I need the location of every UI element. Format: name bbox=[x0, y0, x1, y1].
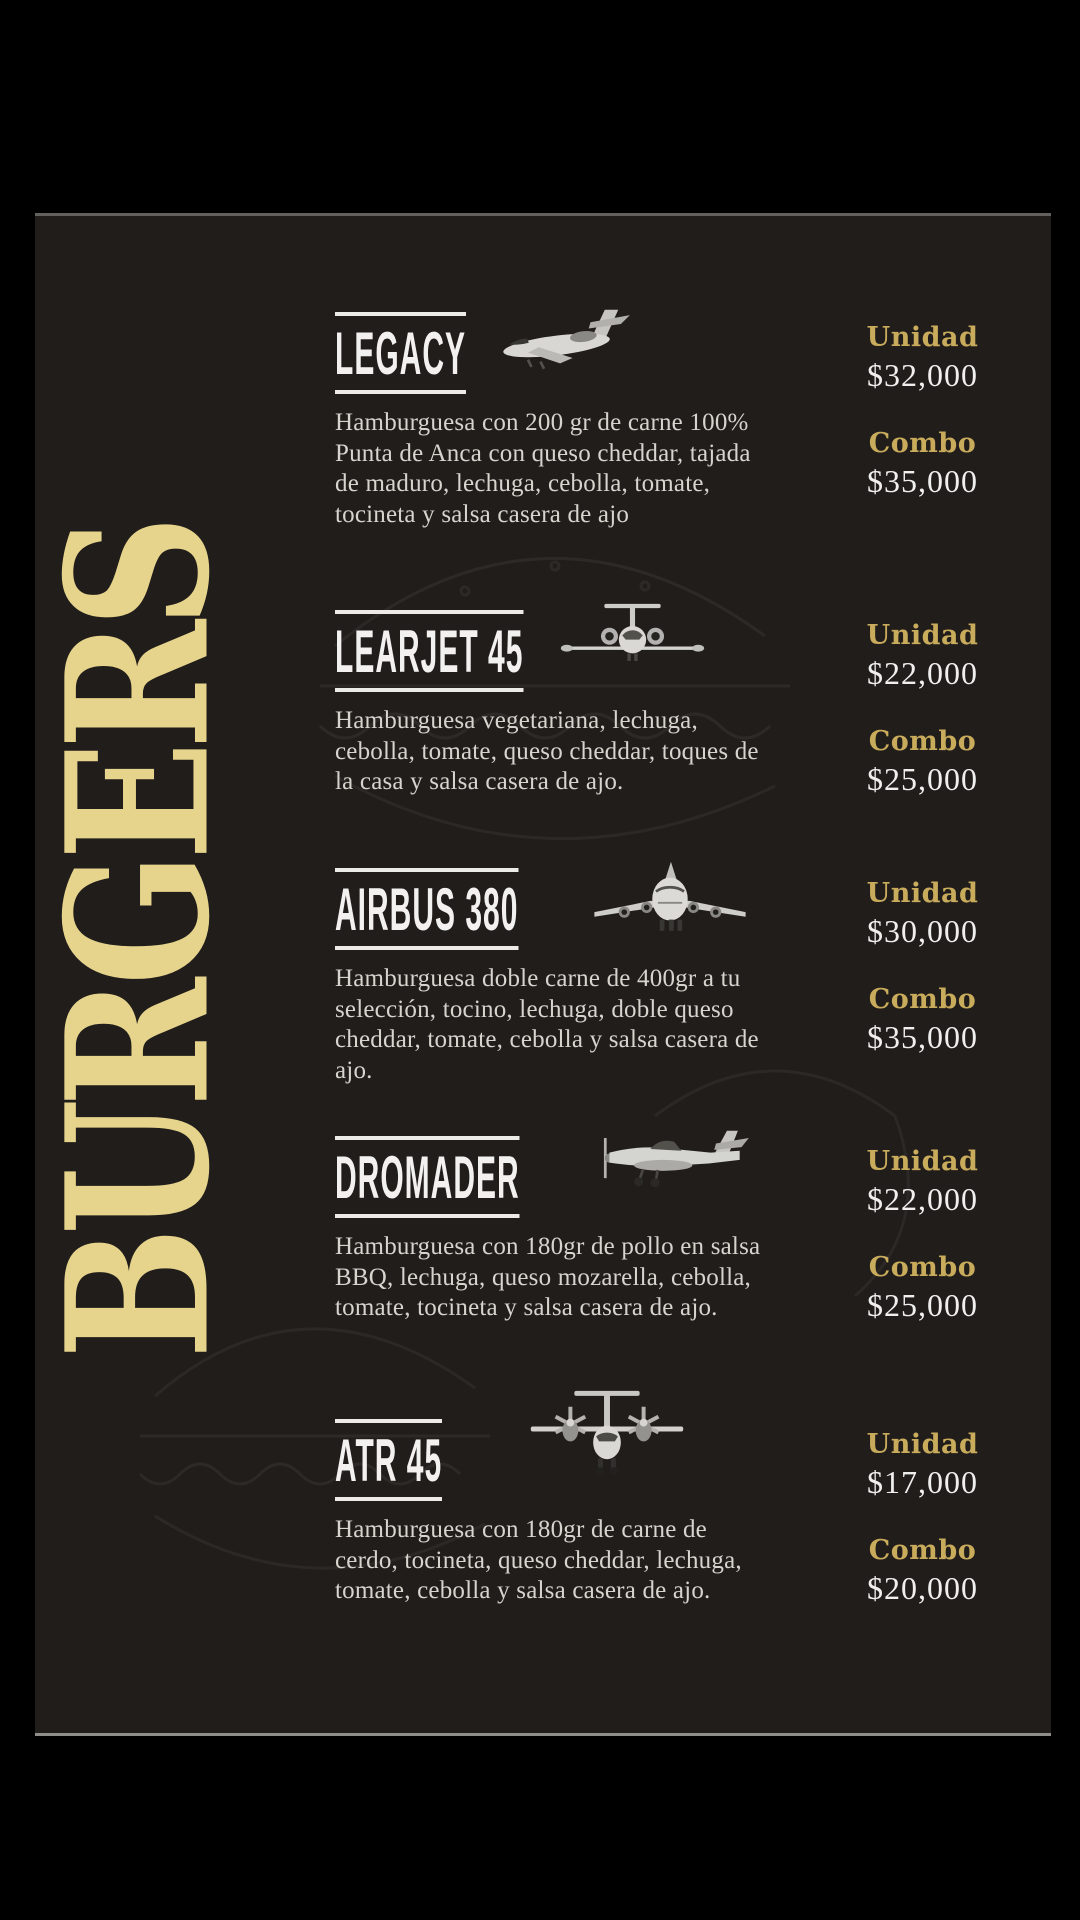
price-column bbox=[840, 878, 1005, 1056]
item-title: LEARJET 45 bbox=[335, 618, 524, 685]
item-description: Hamburguesa con 180gr de carne de cerdo, tocineta, queso cheddar, lechuga, tomate, cebolla y salsa casera de ajo. bbox=[335, 1516, 742, 1604]
item-title-block bbox=[335, 1419, 442, 1501]
combo-price-label: Combo bbox=[868, 1252, 977, 1283]
combo-price-value: $25,000 bbox=[867, 1287, 978, 1323]
menu-item-legacy bbox=[335, 312, 1025, 530]
unit-price-label: Unidad bbox=[866, 620, 979, 651]
title-underline bbox=[335, 688, 523, 692]
combo-price-group bbox=[840, 428, 1005, 500]
item-title-block bbox=[335, 610, 523, 692]
combo-price-label: Combo bbox=[868, 726, 977, 757]
title-overline bbox=[335, 610, 523, 614]
title-overline bbox=[335, 1136, 520, 1140]
item-title: AIRBUS 380 bbox=[335, 876, 519, 943]
item-title: ATR 45 bbox=[335, 1427, 443, 1494]
menu-item-airbus-380 bbox=[335, 868, 1025, 1086]
price-column bbox=[840, 1146, 1005, 1324]
price-column bbox=[840, 620, 1005, 798]
combo-price-value: $35,000 bbox=[867, 1019, 978, 1055]
menu-item-learjet-45 bbox=[335, 610, 1025, 798]
unit-price-value: $22,000 bbox=[867, 655, 978, 691]
turboprop-front-view-image bbox=[521, 1385, 693, 1479]
menu-item-atr-45 bbox=[335, 1419, 1025, 1607]
unit-price-label: Unidad bbox=[866, 1146, 979, 1177]
jet-front-view-image bbox=[560, 588, 705, 676]
item-title-block bbox=[335, 868, 518, 950]
menu-card bbox=[24, 213, 1051, 1736]
airliner-front-view-image bbox=[581, 858, 759, 942]
item-description: Hamburguesa con 180gr de pollo en salsa BBQ, lechuga, queso mozarella, cebolla, tomate, tocineta y salsa casera de ajo. bbox=[335, 1233, 761, 1321]
item-description: Hamburguesa con 200 gr de carne 100% Punta de Anca con queso cheddar, tajada de maduro, lechuga, cebolla, tomate, tocineta y salsa casera de ajo bbox=[335, 409, 751, 528]
combo-price-label: Combo bbox=[868, 984, 977, 1015]
title-underline bbox=[335, 1214, 520, 1218]
item-description: Hamburguesa doble carne de 400gr a tu selección, tocino, lechuga, doble queso cheddar, tomate, cebolla y salsa casera de ajo. bbox=[335, 965, 759, 1084]
unit-price-value: $32,000 bbox=[867, 357, 978, 393]
combo-price-group bbox=[840, 726, 1005, 798]
business-jet-side-view-image bbox=[485, 298, 637, 384]
section-title-burgers: BURGERS bbox=[24, 523, 253, 1359]
combo-price-value: $35,000 bbox=[867, 463, 978, 499]
title-underline bbox=[335, 946, 518, 950]
combo-price-label: Combo bbox=[868, 428, 977, 459]
combo-price-value: $25,000 bbox=[867, 761, 978, 797]
unit-price-label: Unidad bbox=[866, 322, 979, 353]
propeller-plane-side-view-image bbox=[585, 1118, 765, 1200]
unit-price-label: Unidad bbox=[866, 878, 979, 909]
item-title-block bbox=[335, 312, 466, 394]
item-title-block bbox=[335, 1136, 520, 1218]
title-overline bbox=[335, 1419, 442, 1423]
price-column bbox=[840, 322, 1005, 500]
item-description: Hamburguesa vegetariana, lechuga, cebolla, tomate, queso cheddar, toques de la casa y salsa casera de ajo. bbox=[335, 707, 759, 795]
combo-price-label: Combo bbox=[868, 1535, 977, 1566]
combo-price-group bbox=[840, 1535, 1005, 1607]
unit-price-group bbox=[840, 1146, 1005, 1218]
title-underline bbox=[335, 390, 466, 394]
combo-price-group bbox=[840, 984, 1005, 1056]
unit-price-group bbox=[840, 620, 1005, 692]
unit-price-group bbox=[840, 878, 1005, 950]
item-title: DROMADER bbox=[335, 1144, 520, 1211]
unit-price-value: $17,000 bbox=[867, 1464, 978, 1500]
title-underline bbox=[335, 1497, 442, 1501]
item-title: LEGACY bbox=[335, 320, 467, 387]
price-column bbox=[840, 1429, 1005, 1607]
unit-price-group bbox=[840, 1429, 1005, 1501]
unit-price-group bbox=[840, 322, 1005, 394]
title-overline bbox=[335, 312, 466, 316]
unit-price-value: $22,000 bbox=[867, 1181, 978, 1217]
title-overline bbox=[335, 868, 518, 872]
combo-price-value: $20,000 bbox=[867, 1570, 978, 1606]
combo-price-group bbox=[840, 1252, 1005, 1324]
unit-price-value: $30,000 bbox=[867, 913, 978, 949]
menu-item-dromader bbox=[335, 1136, 1025, 1324]
unit-price-label: Unidad bbox=[866, 1429, 979, 1460]
